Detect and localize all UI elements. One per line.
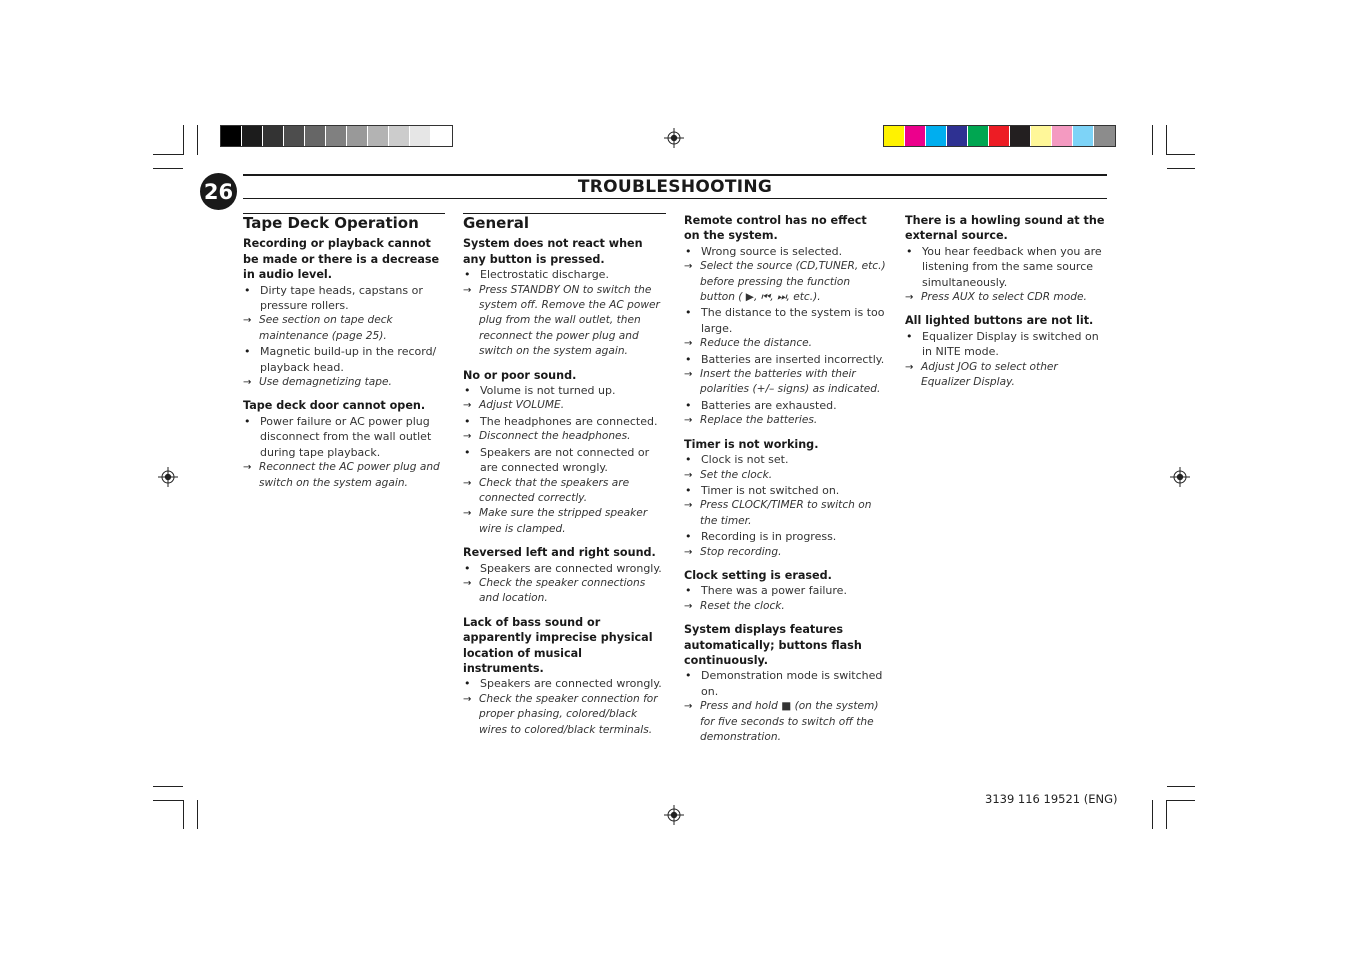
bullet-icon: • <box>244 283 251 297</box>
arrow-right-icon: → <box>905 361 914 373</box>
cause-text: Equalizer Display is switched on in NITE mode. <box>922 329 1099 359</box>
arrow-right-icon: → <box>463 693 472 705</box>
cause-item <box>684 583 886 598</box>
issue-block <box>684 437 886 560</box>
bullet-icon: • <box>685 584 692 598</box>
bullet-icon: • <box>464 445 471 459</box>
bullet-icon: • <box>464 561 471 575</box>
cause-text: Timer is not switched on. <box>701 483 840 497</box>
color-swatch <box>926 126 947 146</box>
remedy-item <box>463 506 666 537</box>
issue-block <box>463 545 666 607</box>
issue-title: Remote control has no effect on the system. <box>684 214 867 243</box>
cause-text: Batteries are exhausted. <box>701 398 837 412</box>
cause-text: Speakers are connected wrongly. <box>480 677 662 691</box>
arrow-right-icon: → <box>463 477 472 489</box>
cause-item <box>905 244 1107 290</box>
footer-product-code: 3139 116 19521 (ENG) <box>985 792 1118 806</box>
cause-item <box>684 352 886 367</box>
issue-title: No or poor sound. <box>463 368 577 382</box>
cause-item <box>684 529 886 544</box>
remedy-item <box>684 259 886 305</box>
bullet-icon: • <box>685 306 692 320</box>
cause-item <box>463 676 666 691</box>
remedy-text: Reduce the distance. <box>700 337 813 350</box>
cause-item <box>684 452 886 467</box>
color-swatch <box>905 126 926 146</box>
cause-text: There was a power failure. <box>701 584 847 598</box>
remedy-item <box>463 283 666 360</box>
arrow-right-icon: → <box>463 508 472 520</box>
color-calibration-strip <box>883 125 1116 147</box>
remedy-text: Make sure the stripped speaker wire is clamped. <box>479 507 648 535</box>
remedy-item <box>684 468 886 483</box>
issue-block <box>684 213 886 429</box>
arrow-right-icon: → <box>905 292 914 304</box>
arrow-right-icon: → <box>684 469 693 481</box>
remedy-item <box>684 336 886 351</box>
gray-swatch <box>347 126 368 146</box>
remedy-item <box>243 460 445 491</box>
bullet-icon: • <box>464 414 471 428</box>
column-4 <box>905 213 1107 398</box>
registration-mark-icon <box>664 805 684 825</box>
remedy-item <box>905 290 1107 305</box>
color-swatch <box>989 126 1010 146</box>
bullet-icon: • <box>464 384 471 398</box>
arrow-right-icon: → <box>463 577 472 589</box>
arrow-right-icon: → <box>243 377 252 389</box>
remedy-text: Press AUX to select CDR mode. <box>921 291 1087 304</box>
issue-title: Recording or playback cannot be made or there is a decrease in audio level. <box>243 237 440 282</box>
remedy-item <box>684 498 886 529</box>
remedy-text: Check the speaker connection for proper phasing, colored/black wires to colored/black terminals. <box>479 692 658 736</box>
arrow-right-icon: → <box>684 369 693 381</box>
gray-swatch <box>389 126 410 146</box>
remedy-item <box>905 360 1107 391</box>
remedy-item <box>684 367 886 398</box>
remedy-text: See section on tape deck maintenance (page 25). <box>259 314 393 342</box>
bullet-icon: • <box>685 352 692 366</box>
remedy-text: Disconnect the headphones. <box>479 430 631 443</box>
issue-title: Timer is not working. <box>684 437 819 451</box>
color-swatch <box>1031 126 1052 146</box>
column-3 <box>684 213 886 753</box>
gray-swatch <box>221 126 242 146</box>
issue-block <box>463 615 666 738</box>
cause-item <box>463 445 666 476</box>
arrow-right-icon: → <box>684 600 693 612</box>
remedy-text: Press and hold ■ (on the system) for five seconds to switch off the demonstration. <box>700 700 879 743</box>
bullet-icon: • <box>906 244 913 258</box>
bullet-icon: • <box>685 530 692 544</box>
gray-swatch <box>431 126 452 146</box>
registration-mark-icon <box>158 467 178 487</box>
bullet-icon: • <box>685 669 692 683</box>
remedy-text: Select the source (CD,TUNER, etc.) before pressing the function button ( ▶, ⏮, ⏭, etc.). <box>700 260 886 304</box>
cause-item <box>463 414 666 429</box>
remedy-text: Adjust JOG to select other Equalizer Display. <box>921 360 1058 389</box>
bullet-icon: • <box>685 398 692 412</box>
gray-swatch <box>242 126 263 146</box>
cause-text: The distance to the system is too large. <box>701 306 885 335</box>
bullet-icon: • <box>244 345 251 359</box>
arrow-right-icon: → <box>463 284 472 296</box>
registration-mark-icon <box>1170 467 1190 487</box>
color-swatch <box>1073 126 1094 146</box>
arrow-right-icon: → <box>684 261 693 273</box>
issue-block <box>463 236 666 359</box>
remedy-text: Reconnect the AC power plug and switch on the system again. <box>259 461 440 489</box>
color-swatch <box>1094 126 1115 146</box>
cause-text: Wrong source is selected. <box>701 244 843 258</box>
issue-title: Lack of bass sound or apparently imprecise physical location of musical instruments. <box>463 615 653 675</box>
remedy-text: Insert the batteries with their polarities (+/– signs) as indicated. <box>700 368 881 396</box>
remedy-item <box>243 313 445 344</box>
arrow-right-icon: → <box>463 400 472 412</box>
arrow-right-icon: → <box>684 546 693 558</box>
remedy-item <box>684 599 886 614</box>
issue-block <box>905 313 1107 390</box>
remedy-text: Check the speaker connections and location. <box>479 576 646 605</box>
gray-swatch <box>410 126 431 146</box>
cause-text: You hear feedback when you are listening from the same source simultaneously. <box>922 244 1102 289</box>
cause-item <box>463 383 666 398</box>
bullet-icon: • <box>244 414 251 428</box>
cause-text: Electrostatic discharge. <box>480 268 609 282</box>
page-number-badge: 26 <box>200 173 237 210</box>
remedy-item <box>684 699 886 745</box>
section-heading: General <box>463 213 666 231</box>
title-bar <box>243 174 1107 199</box>
cause-item <box>243 414 445 460</box>
cause-item <box>905 329 1107 360</box>
arrow-right-icon: → <box>684 338 693 350</box>
issue-block <box>905 213 1107 305</box>
issue-title: System does not react when any button is pressed. <box>463 237 643 266</box>
page-title: TROUBLESHOOTING <box>577 177 773 197</box>
gray-swatch <box>368 126 389 146</box>
registration-mark-icon <box>664 128 684 148</box>
gray-swatch <box>326 126 347 146</box>
color-swatch <box>1010 126 1031 146</box>
issue-title: Reversed left and right sound. <box>463 546 656 560</box>
section-heading: Tape Deck Operation <box>243 213 445 231</box>
issue-block <box>243 398 445 490</box>
arrow-right-icon: → <box>684 415 693 427</box>
cause-item <box>463 267 666 282</box>
gray-swatch <box>284 126 305 146</box>
remedy-text: Press STANDBY ON to switch the system off. Remove the AC power plug from the wall outlet, then reconnect the power plug and switch on the system again. <box>479 283 660 358</box>
remedy-text: Replace the batteries. <box>700 414 818 427</box>
cause-text: Volume is not turned up. <box>480 384 616 398</box>
remedy-text: Press CLOCK/TIMER to switch on the timer. <box>700 499 872 527</box>
cause-text: Demonstration mode is switched on. <box>701 669 883 698</box>
bullet-icon: • <box>464 268 471 282</box>
arrow-right-icon: → <box>684 701 693 713</box>
cause-item <box>684 398 886 413</box>
arrow-right-icon: → <box>243 315 252 327</box>
remedy-item <box>684 545 886 560</box>
issue-block <box>684 568 886 614</box>
cause-text: Batteries are inserted incorrectly. <box>701 352 885 366</box>
cause-item <box>684 244 886 259</box>
remedy-item <box>243 375 445 390</box>
cause-text: Power failure or AC power plug disconnect from the wall outlet during tape playback. <box>260 414 432 459</box>
arrow-right-icon: → <box>684 500 693 512</box>
color-swatch <box>947 126 968 146</box>
color-swatch <box>1052 126 1073 146</box>
column-2 <box>463 213 666 746</box>
cause-text: Speakers are not connected or are connected wrongly. <box>480 445 650 475</box>
bullet-icon: • <box>906 329 913 343</box>
gray-swatch <box>263 126 284 146</box>
remedy-item <box>463 429 666 444</box>
remedy-item <box>463 398 666 413</box>
cause-item <box>684 483 886 498</box>
gray-swatch <box>305 126 326 146</box>
remedy-text: Check that the speakers are connected correctly. <box>479 476 630 504</box>
cause-item <box>684 668 886 699</box>
remedy-item <box>684 413 886 428</box>
cause-item <box>243 344 445 375</box>
cause-text: Speakers are connected wrongly. <box>480 561 662 575</box>
remedy-item <box>463 692 666 738</box>
cause-text: The headphones are connected. <box>480 414 658 428</box>
issue-title: Clock setting is erased. <box>684 568 832 582</box>
remedy-text: Set the clock. <box>700 468 773 481</box>
color-swatch <box>884 126 905 146</box>
issue-title: There is a howling sound at the external source. <box>905 214 1105 243</box>
cause-item <box>243 283 445 314</box>
remedy-item <box>463 576 666 607</box>
remedy-item <box>463 476 666 507</box>
issue-block <box>684 622 886 745</box>
remedy-text: Reset the clock. <box>700 599 785 612</box>
color-swatch <box>968 126 989 146</box>
bullet-icon: • <box>685 453 692 467</box>
cause-text: Dirty tape heads, capstans or pressure rollers. <box>260 283 423 313</box>
cause-text: Clock is not set. <box>701 453 789 467</box>
issue-block <box>463 368 666 537</box>
remedy-text: Adjust VOLUME. <box>479 399 565 412</box>
remedy-text: Stop recording. <box>700 545 782 558</box>
cause-item <box>684 305 886 336</box>
arrow-right-icon: → <box>243 462 252 474</box>
issue-title: Tape deck door cannot open. <box>243 399 426 413</box>
bullet-icon: • <box>685 483 692 497</box>
arrow-right-icon: → <box>463 431 472 443</box>
cause-item <box>463 561 666 576</box>
bullet-icon: • <box>464 677 471 691</box>
remedy-text: Use demagnetizing tape. <box>259 376 392 389</box>
column-1 <box>243 213 445 499</box>
cause-text: Recording is in progress. <box>701 530 837 544</box>
issue-title: System displays features automatically; buttons flash continuously. <box>684 623 862 667</box>
cause-text: Magnetic build-up in the record/ playback head. <box>260 345 437 374</box>
grayscale-calibration-strip <box>220 125 453 147</box>
bullet-icon: • <box>685 244 692 258</box>
issue-block <box>243 236 445 390</box>
issue-title: All lighted buttons are not lit. <box>905 314 1094 328</box>
